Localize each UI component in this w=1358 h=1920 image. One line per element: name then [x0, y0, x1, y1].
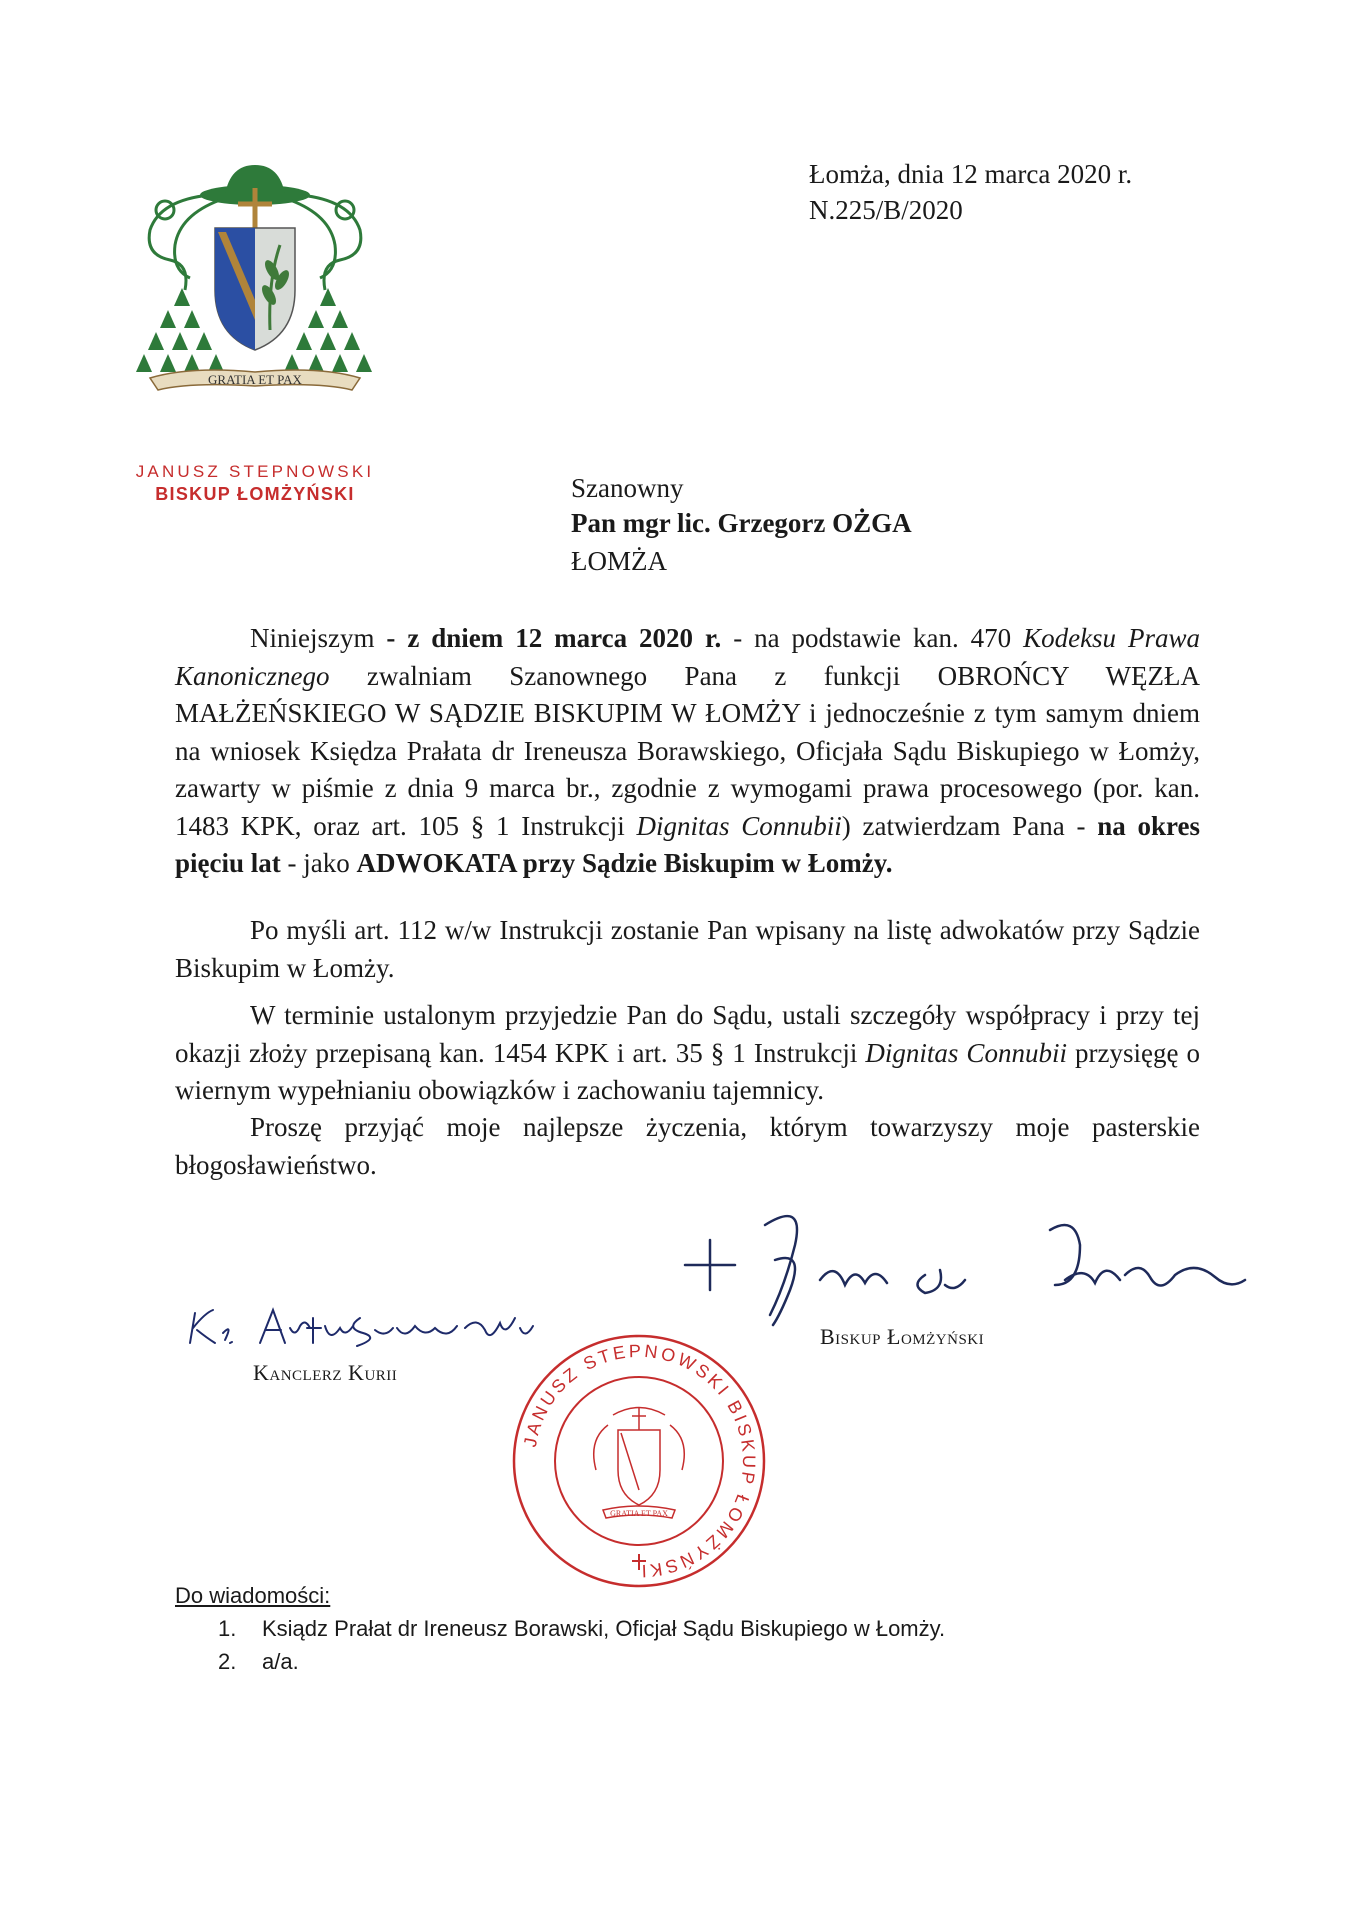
place-date: Łomża, dnia 12 marca 2020 r. [809, 159, 1133, 189]
recipient-city: ŁOMŻA [571, 546, 667, 576]
bishop-title: BISKUP ŁOMŻYŃSKI [155, 484, 355, 504]
coat-of-arms-logo [130, 160, 380, 450]
distribution-list [218, 1612, 945, 1678]
paragraph-1: Niniejszym - z dniem 12 marca 2020 r. - na podstawie kan. 470 Kodeksu Prawa Kanonicznego zwalniam Szanownego Pana z funkcji OBROŃCY WĘZŁA MAŁŻEŃSKIEGO W SĄDZIE BISKUPIM W ŁOMŻY i jednocześnie z tym samym dniem na wniosek Księdza Prałata dr Ireneusza Borawskiego, Oficjała Sądu Biskupiego w Łomży, zawarty w piśmie z dnia 9 marca br., zgodnie z wymogami prawa procesowego (por. kan. 1483 KPK, oraz art. 105 § 1 Instrukcji Dignitas Connubii) zatwierdzam Pana - na okres pięciu lat - jako ADWOKATA przy Sądzie Biskupim w Łomży. [175, 623, 1201, 878]
bishop-signature [655, 1205, 1275, 1335]
paragraph-4: Proszę przyjąć moje najlepsze życzenia, którym towarzyszy moje pasterskie błogosławieństwo. [175, 1112, 1200, 1180]
svg-text:GRATIA ET PAX: GRATIA ET PAX [208, 372, 302, 387]
list-item: 2. a/a. [218, 1649, 299, 1674]
svg-text:JANUSZ STEPNOWSKI BISKUP ŁOMŻY: JANUSZ STEPNOWSKI BISKUP ŁOMŻYŃSKI [519, 1340, 760, 1582]
chancellor-caption: Kanclerz Kurii [253, 1360, 398, 1385]
bishop-caption: Biskup Łomżyński [820, 1324, 985, 1349]
recipient-name: Pan mgr lic. Grzegorz OŻGA [571, 508, 912, 538]
official-stamp [508, 1330, 770, 1592]
svg-text:GRATIA ET PAX: GRATIA ET PAX [610, 1509, 668, 1518]
reference-number: N.225/B/2020 [809, 195, 963, 225]
bishop-name: JANUSZ STEPNOWSKI [135, 462, 375, 481]
paragraph-2: Po myśli art. 112 w/w Instrukcji zostanie Pan wpisany na listę adwokatów przy Sądzie Biskupim w Łomży. [175, 915, 1200, 983]
chancellor-signature [185, 1298, 545, 1358]
salutation: Szanowny [571, 473, 684, 503]
list-item: 1. Ksiądz Prałat dr Ireneusz Borawski, Oficjał Sądu Biskupiego w Łomży. [218, 1616, 946, 1641]
paragraph-3: W terminie ustalonym przyjedzie Pan do Sądu, ustali szczegóły współpracy i przy tej okazji złoży przepisaną kan. 1454 KPK i art. 35 § 1 Instrukcji Dignitas Connubii przysięgę o wiernym wypełnianiu obowiązków i zachowaniu tajemnicy. [175, 1000, 1200, 1105]
distribution-heading: Do wiadomości: [175, 1583, 331, 1608]
